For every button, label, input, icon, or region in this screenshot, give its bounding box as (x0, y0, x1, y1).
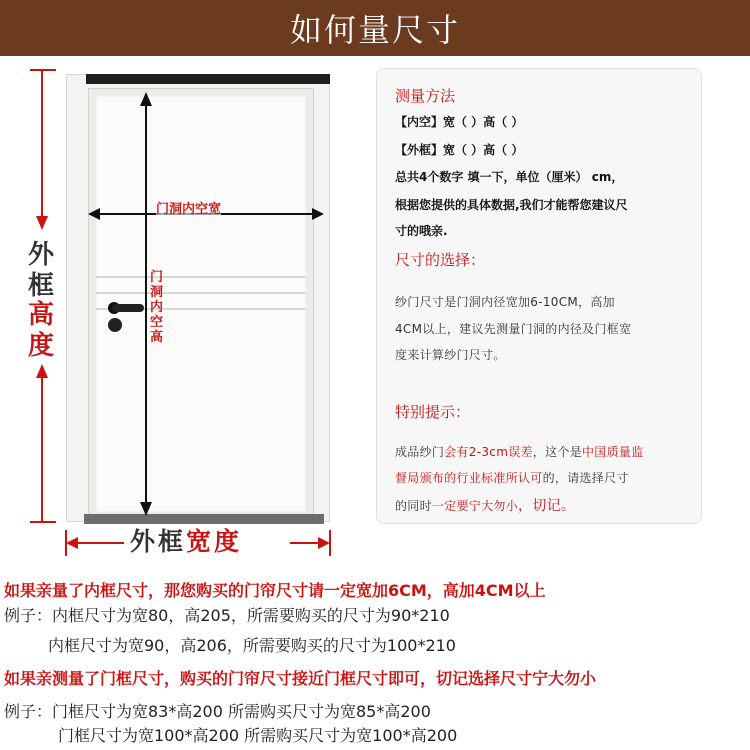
outer-height-label-b: 高度 (27, 300, 54, 361)
tip-l3-a: 的同时 (395, 499, 432, 513)
choice-line-2: 4CM以上，建议先测量门洞的内径及门框宽 (395, 322, 632, 336)
inner-width-arrow-right-icon (312, 208, 324, 220)
outer-width-arrow-left-icon (66, 537, 78, 549)
tip-line-2 (395, 469, 695, 486)
door-diagram (0, 60, 370, 560)
outer-width-label-a: 外框 (130, 527, 187, 556)
tip-line-3 (395, 495, 695, 515)
choice-line-3: 度来计算纱门尺寸。 (395, 348, 506, 362)
bottom-line-2: 例子：内框尺寸为宽80，高205，所需要购买的尺寸为90*210 (4, 606, 450, 625)
bottom-line-6: 门框尺寸为宽100*高200 所需购买尺寸为宽100*高200 (58, 726, 458, 745)
tip-l2-b: 的，请选择尺寸 (542, 471, 629, 485)
tip-l3-c: ，切记。 (518, 498, 576, 514)
tip-line-1 (395, 443, 695, 460)
page-title: 如何量尺寸 (289, 11, 460, 49)
inner-height-label: 门洞内空高 (150, 270, 164, 345)
outer-width-arrow-right-icon (318, 537, 330, 549)
bottom-line-4: 如果亲测量了门框尺寸，购买的门帘尺寸接近门框尺寸即可，切记选择尺寸宁大勿小 (4, 669, 597, 688)
inner-width-arrow-left-icon (88, 208, 100, 220)
tip-l1-d: 中国质量监 (582, 445, 644, 459)
total-line: 总共4个数字 填一下，单位（厘米） cm， (395, 170, 624, 184)
outer-width-label (130, 522, 242, 558)
bottom-line-3: 内框尺寸为宽90，高206，所需要购买的尺寸为100*210 (48, 636, 456, 655)
bottom-line-5: 例子：门框尺寸为宽83*高200 所需购买尺寸为宽85*高200 (4, 702, 431, 721)
tip-l1-a: 成品纱门 (395, 445, 445, 459)
tip-l1-b: 会有2-3cm误差 (444, 445, 533, 459)
choice-line-1: 纱门尺寸是门洞内径宽加6-10CM，高加 (395, 295, 615, 309)
inner-height-arrow-down-icon (140, 502, 152, 516)
tip-title: 特别提示： (395, 403, 471, 421)
method-title: 测量方法 (395, 87, 456, 105)
tip-l1-c: ，这个是 (532, 445, 582, 459)
inner-width-label: 门洞内空宽 (156, 198, 221, 217)
provide-line-1: 根据您提供的具体数据,我们才能帮您建议尺 (395, 198, 628, 212)
bottom-line-1: 如果亲量了内框尺寸，那您购买的门帘尺寸请一定宽加6CM，高加4CM以上 (4, 581, 546, 600)
inner-size-line: 【内空】宽（ ）高（ ） (395, 115, 524, 129)
outer-width-label-b: 宽度 (186, 527, 243, 556)
measurement-info-box (376, 68, 702, 524)
choice-title: 尺寸的选择： (395, 251, 486, 269)
provide-line-2: 寸的哦亲. (395, 224, 448, 238)
inner-height-arrow-up-icon (140, 92, 152, 106)
outer-size-line: 【外框】宽（ ）高（ ） (395, 143, 524, 157)
header-banner (0, 0, 750, 56)
outer-height-label-a: 外框 (27, 240, 54, 301)
tip-l2-a: 督局颁布的行业标准所认可 (395, 471, 543, 485)
outer-height-arrow-down-icon (36, 216, 48, 230)
tip-l3-b: 一定要宁大勿小 (431, 499, 519, 513)
